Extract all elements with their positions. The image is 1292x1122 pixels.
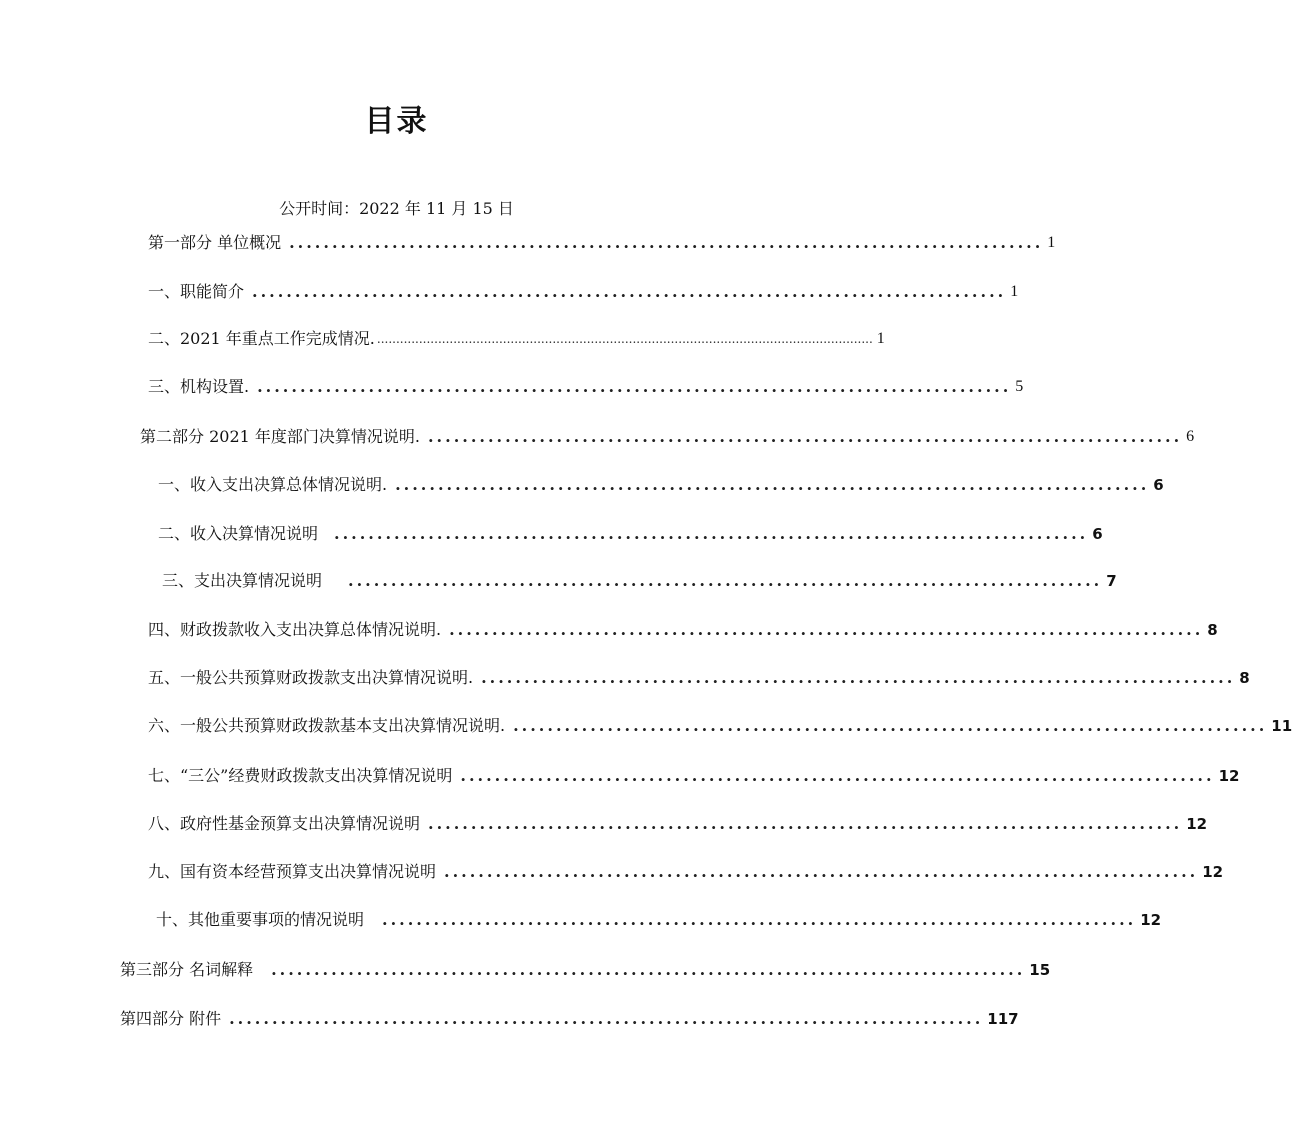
toc-leader-dots: ........................................................................................ [428, 814, 1183, 833]
toc-entry[interactable] [162, 566, 1117, 592]
toc-leader-dots: ........................................................................................ [427, 427, 1183, 446]
toc-entry[interactable] [148, 615, 1218, 641]
toc-entry[interactable] [148, 372, 1024, 398]
toc-entry[interactable] [148, 663, 1250, 689]
toc-entry-page: 6 [1153, 476, 1164, 494]
toc-entry-label: 五、一般公共预算财政拨款支出决算情况说明. [148, 668, 474, 687]
toc-leader-dots: ........................................................................................ [257, 377, 1012, 396]
toc-leader-dots: ........................................................................................ [460, 766, 1215, 785]
toc-entry-page: 7 [1106, 572, 1117, 590]
toc-entry-page: 12 [1218, 767, 1240, 785]
toc-entry[interactable] [148, 711, 1292, 737]
toc-leader-dots: ........................................................................................ [229, 1009, 984, 1028]
toc-entry-page: 6 [1092, 525, 1103, 543]
toc-entry[interactable] [140, 422, 1195, 448]
toc-entry[interactable] [148, 857, 1224, 883]
toc-leader-dots: ........................................................................................ [395, 475, 1150, 494]
toc-entry-label: 三、支出决算情况说明 [162, 571, 323, 590]
toc-leader-dots: ........................................................................................ [444, 862, 1199, 881]
toc-entry[interactable] [148, 324, 885, 350]
toc-leader-dots: ........................................................................................ [334, 524, 1089, 543]
toc-entry-page: 1 [1010, 283, 1019, 300]
toc-entry-label: 二、收入决算情况说明 [158, 524, 319, 543]
toc-entry-label: 九、国有资本经营预算支出决算情况说明 [148, 862, 437, 881]
toc-entry-page: 12 [1202, 863, 1224, 881]
toc-entry-page: 11 [1271, 717, 1292, 735]
toc-leader-dots: ........................................................................................ [513, 716, 1268, 735]
toc-entry-page: 5 [1015, 378, 1024, 395]
toc-entry-label: 四、财政拨款收入支出决算总体情况说明. [148, 620, 442, 639]
toc-entry[interactable] [156, 905, 1162, 931]
toc-leader-dots: ........................................................................................ [449, 620, 1204, 639]
toc-entry-label: 六、一般公共预算财政拨款基本支出决算情况说明. [148, 716, 506, 735]
toc-entry[interactable] [158, 470, 1164, 496]
toc-leader-dots: ........................................................................................ [271, 960, 1026, 979]
toc-entry-page: 8 [1239, 669, 1250, 687]
toc-entry-label: 第二部分 2021 年度部门决算情况说明. [140, 427, 420, 446]
toc-entry-label: 八、政府性基金预算支出决算情况说明 [148, 814, 421, 833]
toc-entry[interactable] [148, 809, 1208, 835]
publish-date: 公开时间：2022 年 11 月 15 日 [279, 199, 514, 218]
toc-entry-label: 一、收入支出决算总体情况说明. [158, 475, 388, 494]
toc-leader-dots: ........................................................................................ [252, 282, 1007, 301]
toc-entry[interactable] [148, 761, 1240, 787]
toc-entry-label: 第四部分 附件 [120, 1009, 222, 1028]
toc-entry-page: 6 [1186, 428, 1195, 445]
toc-entry-page: 1 [1047, 234, 1056, 251]
toc-entry[interactable] [120, 1004, 1019, 1030]
toc-leader-dots: ........................................................................................ [382, 910, 1137, 929]
toc-leader-dots: .................................................................................................................................. [376, 332, 873, 346]
toc-leader-dots: ........................................................................................ [289, 233, 1044, 252]
toc-entry-label: 十、其他重要事项的情况说明 [156, 910, 365, 929]
toc-entry-label: 七、“三公”经费财政拨款支出决算情况说明 [148, 766, 453, 785]
toc-entry[interactable] [158, 519, 1103, 545]
toc-entry-page: 12 [1140, 911, 1162, 929]
toc-entry-label: 第三部分 名词解释 [120, 960, 254, 979]
toc-leader-dots: ........................................................................................ [348, 571, 1103, 590]
toc-leader-dots: ........................................................................................ [481, 668, 1236, 687]
toc-entry-page: 8 [1207, 621, 1218, 639]
toc-entry-label: 二、2021 年重点工作完成情况. [148, 329, 375, 348]
toc-entry-label: 一、职能简介 [148, 282, 245, 301]
toc-entry-label: 第一部分 单位概况 [148, 233, 282, 252]
toc-entry[interactable] [148, 277, 1019, 303]
toc-entry-page: 12 [1186, 815, 1208, 833]
toc-entry-label: 三、机构设置. [148, 377, 250, 396]
toc-entry[interactable] [148, 228, 1056, 254]
toc-entry-page: 1 [876, 330, 885, 347]
toc-entry[interactable] [120, 955, 1051, 981]
toc-entry-page: 15 [1029, 961, 1051, 979]
toc-entry-page: 117 [987, 1010, 1019, 1028]
page-title: 目录 [364, 104, 429, 139]
